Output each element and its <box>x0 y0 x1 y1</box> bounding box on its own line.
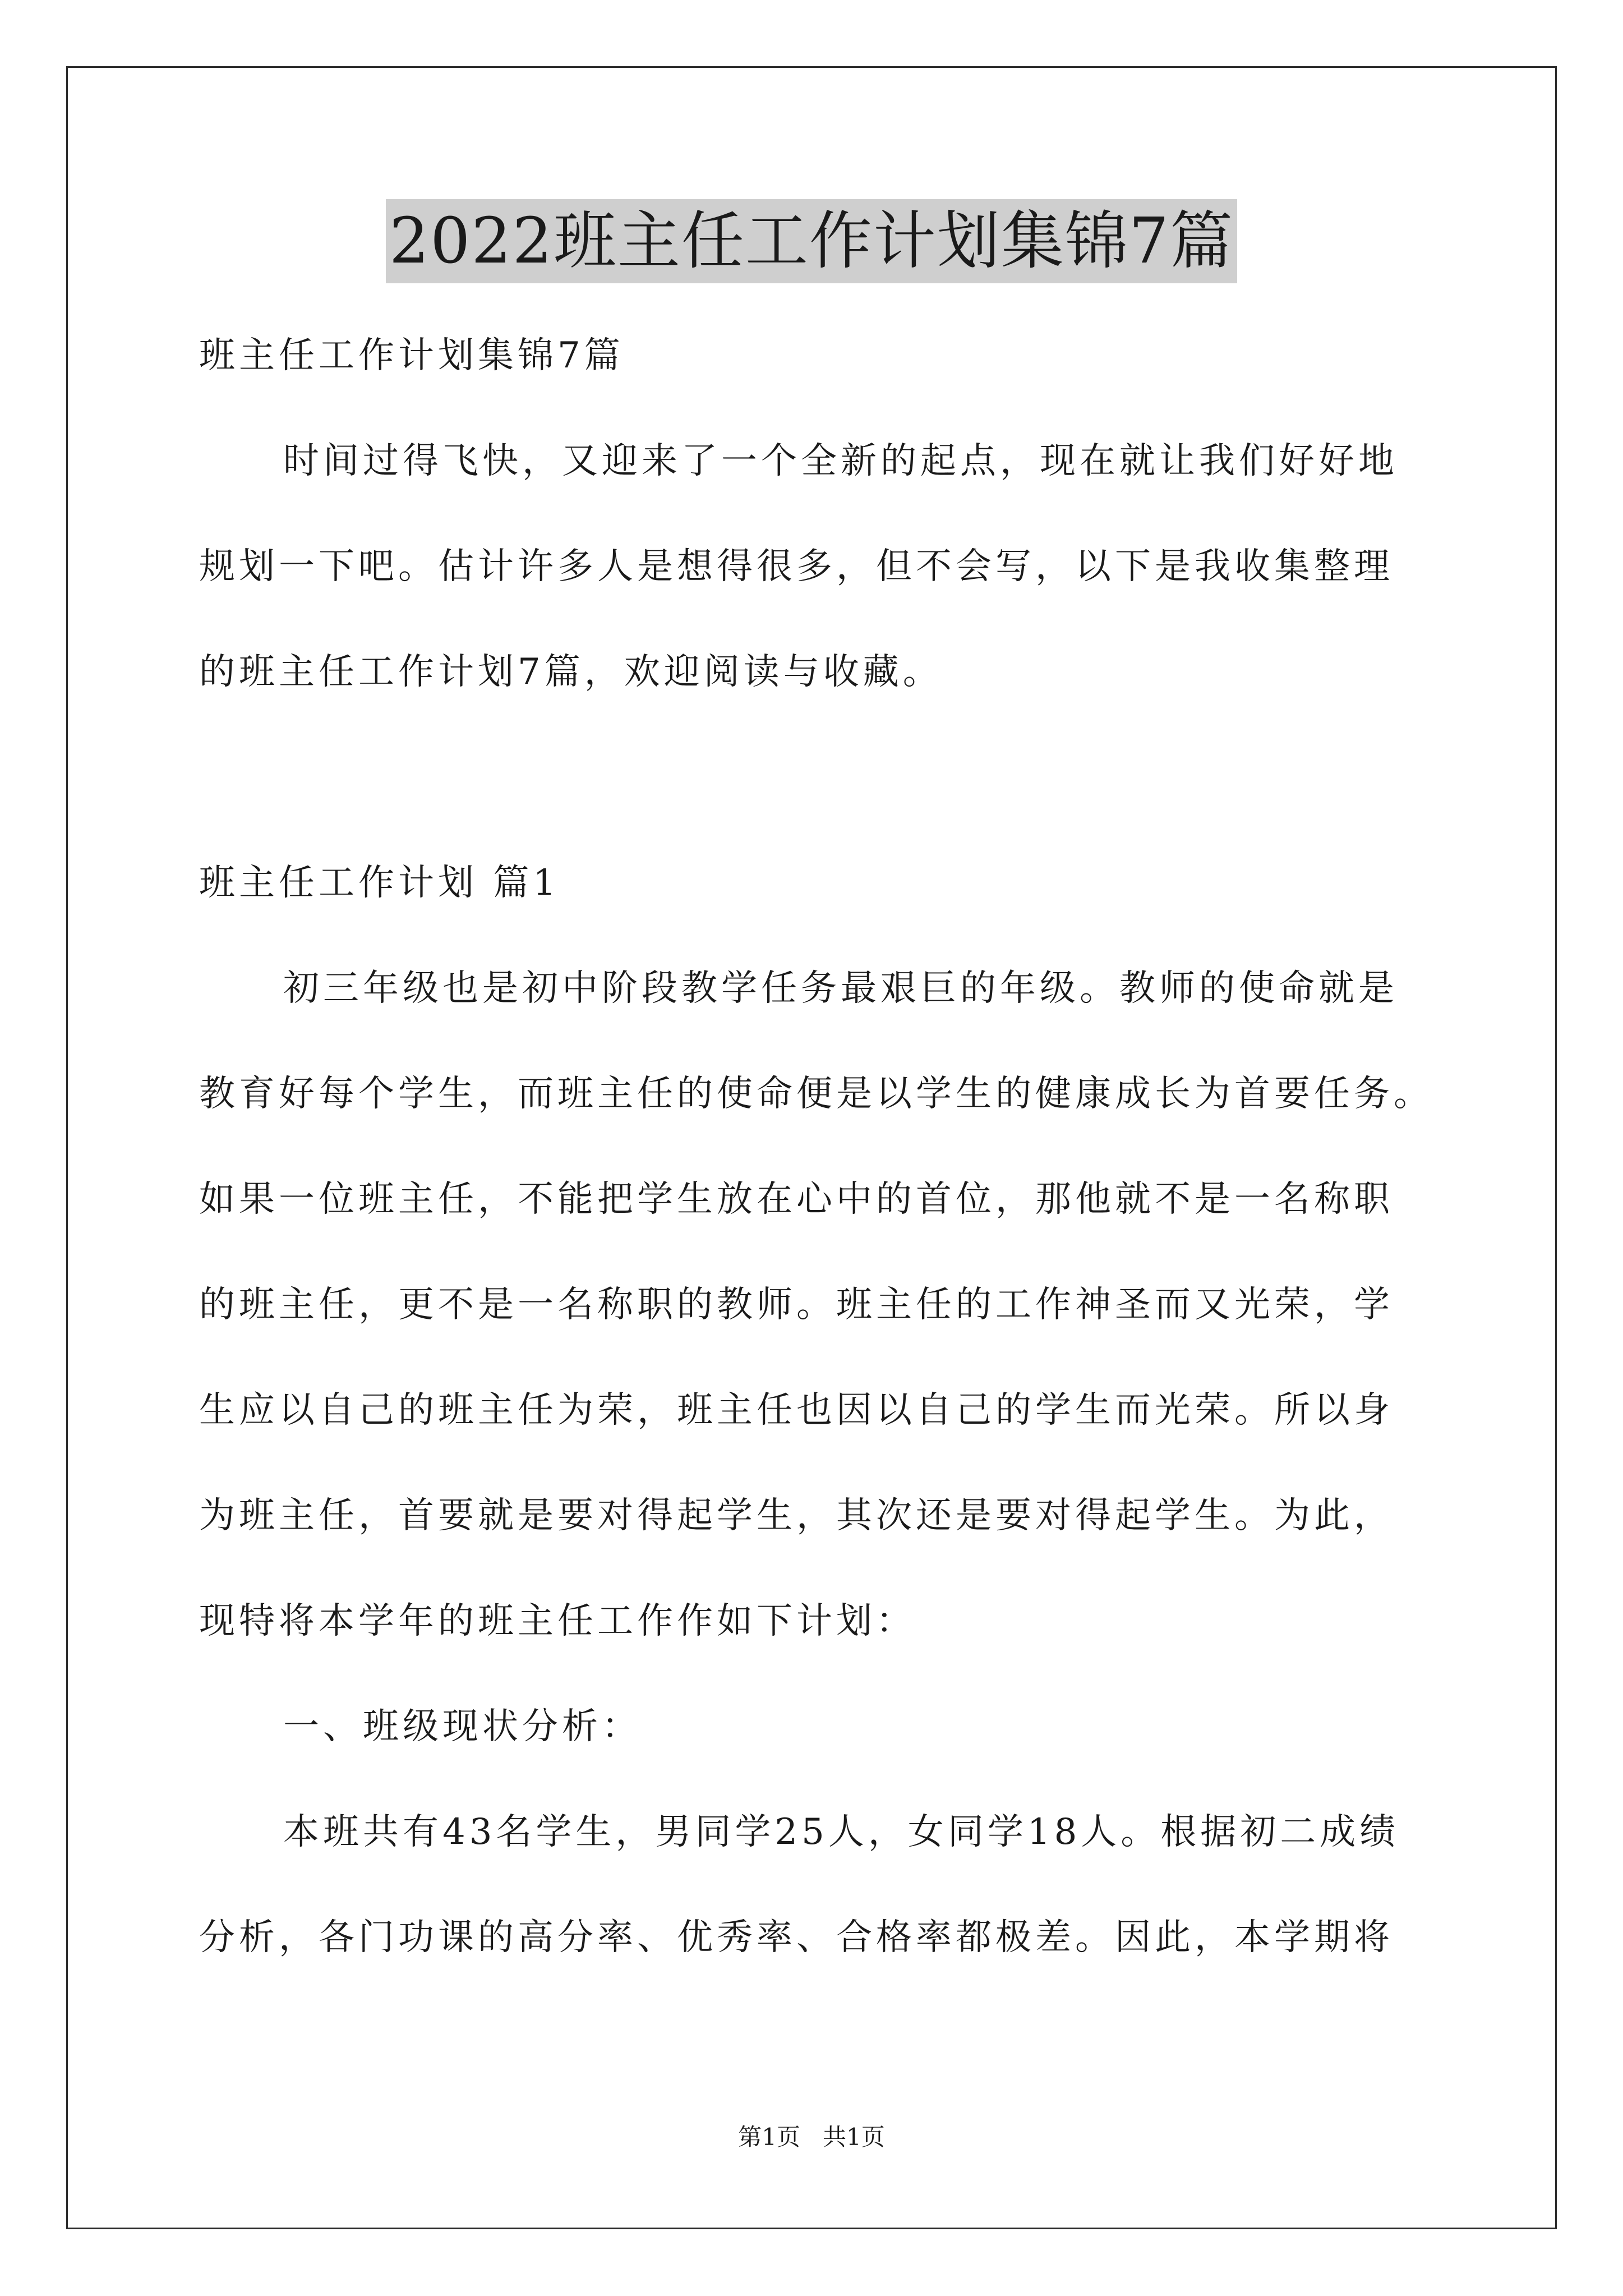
text-line: 班主任工作计划集锦7篇 <box>199 335 624 376</box>
text-line: 生应以自己的班主任为荣，班主任也因以自己的学生而光荣。所以身 <box>199 1389 1394 1431</box>
text-line: 班主任工作计划 篇1 <box>199 862 560 904</box>
text-line: 一、班级现状分析： <box>283 1706 642 1747</box>
document-title: 2022班主任工作计划集锦7篇 <box>386 199 1237 283</box>
blank-line <box>199 725 1461 830</box>
text-line: 现特将本学年的班主任工作作如下计划： <box>199 1600 916 1642</box>
text-line: 本班共有43名学生，男同学25人，女同学18人。根据初二成绩 <box>283 1811 1400 1853</box>
page-footer: 第1页 共1页 <box>738 2123 885 2151</box>
text-line: 初三年级也是初中阶段教学任务最艰巨的年级。教师的使命就是 <box>283 968 1398 1009</box>
document-body <box>199 303 1461 1990</box>
text-line: 的班主任工作计划7篇，欢迎阅读与收藏。 <box>199 651 943 693</box>
text-line: 如果一位班主任，不能把学生放在心中的首位，那他就不是一名称职 <box>199 1179 1394 1220</box>
text-line: 时间过得飞快，又迎来了一个全新的起点，现在就让我们好好地 <box>283 440 1398 482</box>
title-container <box>0 199 1623 283</box>
text-line: 分析，各门功课的高分率、优秀率、合格率都极差。因此，本学期将 <box>199 1917 1394 1958</box>
text-line: 教育好每个学生，而班主任的使命便是以学生的健康成长为首要任务。 <box>199 1073 1433 1115</box>
text-line: 规划一下吧。估计许多人是想得很多，但不会写，以下是我收集整理 <box>199 546 1394 587</box>
text-line: 的班主任，更不是一名称职的教师。班主任的工作神圣而又光荣，学 <box>199 1284 1394 1326</box>
text-line: 为班主任，首要就是要对得起学生，其次还是要对得起学生。为此， <box>199 1495 1394 1536</box>
